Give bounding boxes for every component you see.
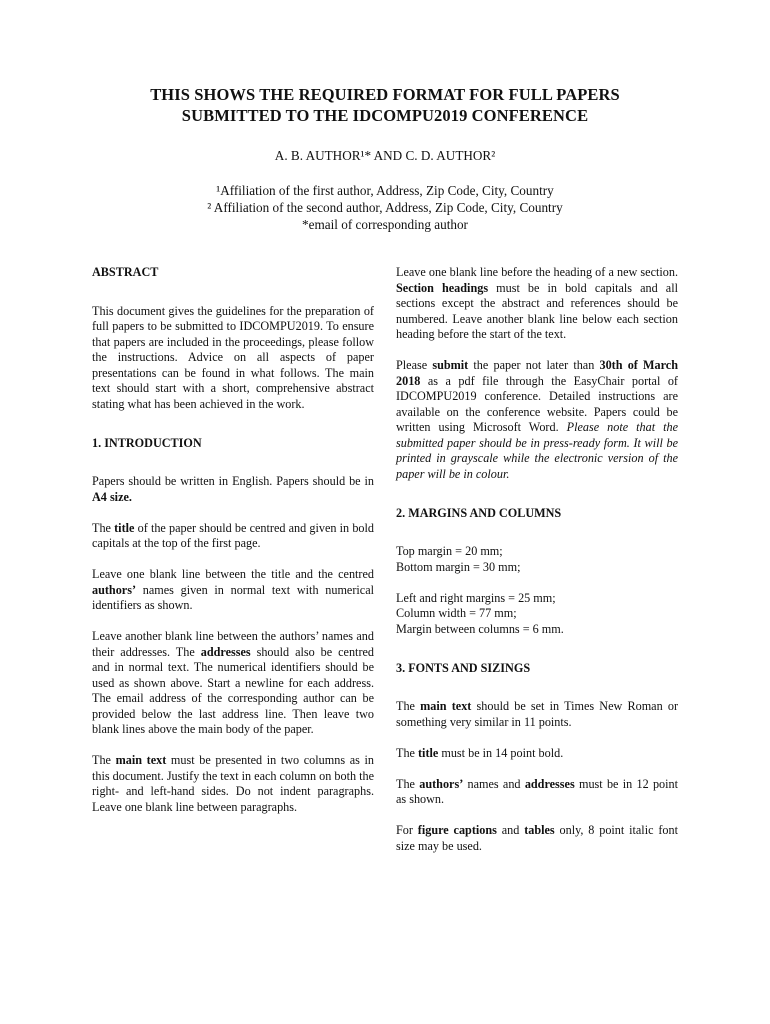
- intro-paragraph-4: Leave another blank line between the authors’ names and their addresses. The addresses should also be centred and in normal text. The numerical identifiers should be used as shown above. Start a newline for each address. The email address of the corresponding author can be provided below the last address line. Then leave two blank lines above the main body of the paper.: [92, 629, 375, 736]
- margins-list-1: Top margin = 20 mm; Bottom margin = 30 mm;: [396, 544, 521, 574]
- paper-title: [60, 84, 710, 126]
- introduction-heading: 1. INTRODUCTION: [92, 435, 202, 450]
- margins-heading: 2. MARGINS AND COLUMNS: [396, 505, 562, 520]
- section-heading-paragraph: Leave one blank line before the heading of a new section. Section headings must be in bold capitals and all sections except the abstract and references should be numbered. Leave another blank line below each section heading before the start of the text.: [396, 265, 678, 341]
- fonts-heading: 3. FONTS AND SIZINGS: [396, 660, 531, 675]
- fonts-paragraph-4: For figure captions and tables only, 8 point italic font size may be used.: [396, 823, 678, 853]
- title-line-1: THIS SHOWS THE REQUIRED FORMAT FOR FULL PAPERS: [150, 85, 620, 104]
- affiliations: [60, 182, 710, 233]
- right-column: [396, 265, 678, 870]
- corresponding-email: *email of corresponding author: [302, 217, 468, 232]
- intro-paragraph-5: The main text must be presented in two columns as in this document. Justify the text in each column on both the right- and left-hand sides. Do not indent paragraphs. Leave one blank line between paragraphs.: [92, 753, 374, 814]
- author-names: A. B. AUTHOR¹* AND C. D. AUTHOR²: [274, 148, 496, 163]
- affiliation-2: ² Affiliation of the second author, Address, Zip Code, City, Country: [207, 200, 563, 215]
- fonts-paragraph-2: The title must be in 14 point bold.: [396, 745, 564, 760]
- left-column: [92, 265, 374, 831]
- title-line-2: SUBMITTED TO THE IDCOMPU2019 CONFERENCE: [181, 106, 589, 125]
- intro-paragraph-3: Leave one blank line between the title and the centred authors’ names given in normal text with numerical identifiers as shown.: [92, 567, 374, 612]
- fonts-paragraph-3: The authors’ names and addresses must be in 12 point as shown.: [396, 776, 679, 806]
- intro-paragraph-1: Papers should be written in English. Papers should be in A4 size.: [92, 474, 374, 504]
- affiliation-1: ¹Affiliation of the first author, Address, Zip Code, City, Country: [216, 183, 554, 198]
- abstract-text: This document gives the guidelines for the preparation of full papers to be submitted to IDCOMPU2019. To ensure that papers are included in the proceedings, please follow the instructions. Advice on all aspects of paper presentations can be found in what follows. The main text should start with a short, comprehensive abstract stating what has been achieved in the work.: [92, 303, 374, 411]
- intro-paragraph-2: The title of the paper should be centred and given in bold capitals at the top of the first page.: [92, 520, 374, 550]
- fonts-paragraph-1: The main text should be set in Times New Roman or something very similar in 11 points.: [396, 699, 679, 729]
- margins-list-2: Left and right margins = 25 mm; Column width = 77 mm; Margin between columns = 6 mm.: [396, 590, 564, 636]
- abstract-heading: ABSTRACT: [92, 265, 159, 279]
- submission-paragraph: Please submit the paper not later than 30th of March 2018 as a pdf file through the EasyChair portal of IDCOMPU2019 conference. Detailed instructions are available on the conference website. Papers could be written using Microsoft Word. Please note that the submitted paper should be in press-ready form. It will be printed in grayscale while the electronic version of the paper will be in colour.: [396, 358, 678, 481]
